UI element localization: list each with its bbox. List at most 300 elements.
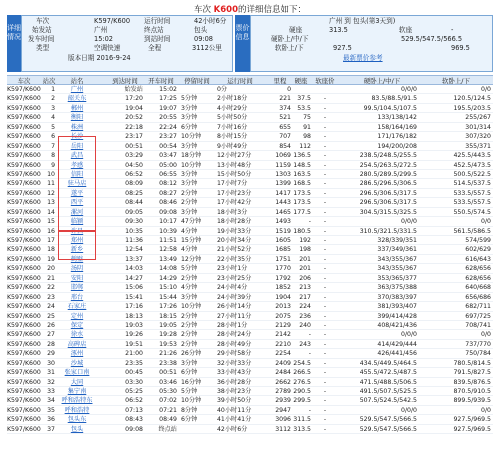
row-runtime: 23小时1分: [217, 265, 248, 273]
row-departure: 14:08: [159, 265, 177, 273]
row-rz: -: [323, 378, 327, 386]
row-stop: 3分钟: [181, 208, 198, 216]
row-mileage: 1685: [275, 246, 291, 254]
row-departure: 19:07: [159, 104, 177, 112]
row-runtime: 18小时3分: [217, 208, 248, 216]
row-mileage: 854: [279, 142, 291, 150]
dest-label: 终点站: [144, 26, 164, 34]
row-yz: 290.5: [293, 388, 311, 395]
row-train: K597/K600: [7, 321, 41, 329]
row-station[interactable]: 新乡: [70, 246, 84, 254]
row-yz: -: [308, 331, 311, 339]
row-rz: -: [323, 397, 327, 405]
row-yw: 254.5/263.5/272.5: [359, 161, 417, 169]
row-train: K597/K600: [7, 246, 41, 254]
table-row: [7, 302, 493, 311]
row-seq: 8: [51, 152, 55, 160]
row-departure: 06:55: [159, 170, 177, 178]
row-seq: 19: [47, 255, 55, 263]
rz-price: -: [451, 26, 454, 34]
row-station[interactable]: 广州: [70, 86, 84, 93]
row-yw: 408/421/436: [377, 321, 417, 329]
row-yw: 238.5/248.5/255.5: [359, 152, 417, 160]
row-stop: 3分钟: [181, 359, 198, 367]
row-arrival: 19:04: [125, 104, 143, 112]
row-seq: 9: [51, 161, 55, 169]
row-arrival: 04:50: [125, 161, 143, 169]
row-departure: 14:29: [159, 274, 177, 282]
row-yz: 53.5: [297, 104, 311, 112]
row-rz: -: [323, 255, 327, 263]
row-stop: 2分钟: [181, 312, 198, 320]
row-rz: -: [323, 227, 327, 235]
row-station[interactable]: 定州: [70, 312, 84, 320]
type-label: 类型: [36, 44, 50, 52]
row-mileage: 0: [287, 86, 291, 93]
row-rz: -: [323, 331, 327, 339]
row-train: K597/K600: [7, 378, 41, 386]
table-row: [7, 349, 493, 358]
row-rw: 574/599: [465, 237, 491, 244]
row-departure: 08:27: [159, 189, 177, 197]
row-seq: 7: [51, 142, 55, 150]
row-yw: 507.5/524.5/542.5: [359, 397, 417, 405]
row-train: K597/K600: [7, 350, 41, 358]
row-train: K597/K600: [7, 425, 41, 433]
header-stop: 停留时间: [184, 77, 210, 85]
table-row: [7, 245, 493, 254]
row-yw: 381/393/407: [377, 303, 417, 311]
row-arrival: 08:43: [125, 416, 143, 424]
row-rw: 0/0: [481, 331, 491, 339]
header-arrival: 到达时间: [112, 77, 138, 85]
row-station[interactable]: 汤阴: [70, 265, 84, 273]
row-train: K597/K600: [7, 369, 41, 377]
row-rw: 927.5/969.5: [453, 425, 491, 433]
row-yz: 37.5: [297, 95, 311, 103]
row-yw: 0/0/0: [401, 331, 417, 339]
row-yw: 310.5/321.5/331.5: [359, 227, 417, 235]
row-runtime: 17小时23分: [217, 189, 252, 197]
arr-time-label: 到站时间: [144, 35, 171, 43]
fare-box: [250, 15, 493, 72]
row-yw: 296.5/306.5/317.5: [359, 199, 417, 207]
row-yw: 337/349/361: [377, 246, 417, 254]
row-seq: 37: [47, 425, 55, 433]
row-yw: 434.5/449.5/464.5: [359, 359, 417, 367]
row-rw: 628/656: [465, 274, 491, 282]
row-rw: 750/784: [465, 350, 491, 358]
row-mileage: 2662: [275, 378, 291, 386]
table-row: [7, 312, 493, 321]
row-departure: 15:10: [159, 284, 177, 292]
row-yz: 177.5: [293, 208, 311, 216]
row-yw: 455.5/472.5/487.5: [359, 369, 417, 377]
table-row: [7, 189, 493, 198]
row-seq: 33: [47, 388, 55, 395]
row-yw: 343/355/367: [377, 265, 417, 273]
row-departure: 17:25: [159, 95, 177, 103]
row-runtime: 7小时16分: [217, 123, 248, 131]
table-row: [7, 161, 493, 170]
row-departure: 08:49: [159, 416, 177, 424]
row-station[interactable]: 包头: [70, 425, 84, 433]
row-station[interactable]: 郑州: [70, 237, 84, 244]
row-yw: 414/429/444: [377, 340, 417, 348]
row-station[interactable]: 保定: [70, 321, 84, 329]
row-arrival: 14:03: [125, 265, 143, 273]
row-station[interactable]: 临颍: [70, 218, 84, 226]
run-time-label: 运行时间: [144, 17, 171, 25]
distance-value: 3112公里: [192, 44, 222, 52]
row-station[interactable]: 驻马店: [67, 180, 87, 188]
row-yz: 201: [299, 265, 311, 273]
row-seq: 1: [51, 86, 55, 93]
row-stop: 2分钟: [181, 340, 198, 348]
row-yw: 328/339/351: [377, 237, 417, 244]
details-side-label: 详细情况: [7, 15, 21, 72]
row-seq: 20: [47, 265, 55, 273]
row-train: K597/K600: [7, 199, 41, 207]
row-mileage: 1303: [275, 170, 291, 178]
row-rz: -: [323, 114, 327, 122]
row-yw: 0/0/0: [401, 218, 417, 226]
row-rw: 514.5/537.5: [453, 180, 491, 188]
row-rw: 697/725: [465, 312, 491, 320]
row-mileage: 2409: [275, 359, 291, 367]
row-seq: 6: [51, 133, 55, 141]
table-row: [7, 151, 493, 160]
origin-label: 始发站: [32, 26, 52, 34]
row-departure: 19:05: [159, 321, 177, 329]
row-rz: -: [323, 406, 327, 414]
row-rw: 355/371: [465, 142, 491, 150]
row-rz: -: [323, 246, 327, 254]
row-station[interactable]: 信阳: [70, 170, 84, 178]
row-stop: 6分钟: [181, 416, 198, 424]
header-departure: 开车时间: [148, 77, 174, 85]
rw-label: 软卧上/下: [275, 44, 304, 52]
row-arrival: 20:52: [125, 114, 143, 122]
row-yz: 192: [299, 237, 311, 244]
row-train: K597/K600: [7, 406, 41, 414]
row-seq: 27: [47, 331, 55, 339]
row-rz: -: [323, 350, 327, 358]
row-station[interactable]: 大同: [70, 378, 84, 386]
header-yz: 硬座: [294, 77, 308, 85]
table-row: [7, 94, 493, 103]
row-yw: 399/414/428: [377, 312, 417, 320]
row-yw: 426/441/456: [377, 350, 417, 358]
row-station[interactable]: 长沙: [70, 133, 84, 141]
row-station[interactable]: 鹤壁: [70, 255, 84, 263]
row-departure: 15:44: [159, 293, 177, 301]
row-station[interactable]: 西平: [70, 199, 84, 207]
row-arrival: 21:00: [125, 350, 143, 358]
row-station[interactable]: 漯河: [70, 208, 84, 216]
row-stop: 3分钟: [181, 104, 198, 112]
row-train: K597/K600: [7, 142, 41, 150]
row-rw: 780.5/814.5: [453, 359, 491, 367]
row-mileage: 521: [279, 114, 291, 122]
row-station[interactable]: 遂平: [70, 189, 84, 197]
row-station[interactable]: 许昌: [70, 227, 84, 235]
row-yz: 98: [303, 133, 311, 141]
row-station[interactable]: 张家口南: [64, 369, 90, 377]
row-station[interactable]: 武昌: [70, 152, 84, 160]
row-yw: 158/164/169: [377, 123, 417, 131]
row-seq: 34: [47, 397, 55, 405]
table-row: [7, 142, 493, 151]
row-departure: 07:02: [159, 397, 177, 405]
row-seq: 11: [47, 180, 55, 188]
row-station[interactable]: 涿州: [70, 350, 84, 358]
row-stop: 10分钟: [181, 133, 202, 141]
header-rz: 软座价: [315, 77, 335, 85]
row-train: K597/K600: [7, 340, 41, 348]
row-arrival: 18:13: [125, 312, 143, 320]
row-rz: -: [323, 340, 327, 348]
row-rz: -: [323, 189, 327, 197]
row-mileage: 2939: [275, 397, 291, 405]
row-stop: 8分钟: [181, 406, 198, 414]
row-station[interactable]: 呼和浩特东: [61, 397, 93, 405]
row-stop: 5分钟: [181, 265, 198, 273]
row-stop: 10分钟: [181, 303, 202, 311]
row-station[interactable]: 韶关东: [67, 95, 87, 103]
row-arrival: 17:20: [125, 95, 143, 103]
row-station[interactable]: 集宁南: [67, 388, 87, 395]
row-station[interactable]: 安阳: [70, 274, 84, 282]
row-station[interactable]: 包头东: [67, 416, 87, 424]
table-row: [7, 406, 493, 415]
table-row: [7, 104, 493, 113]
row-departure: 12:58: [159, 246, 177, 254]
row-mileage: 2013: [275, 303, 291, 311]
title-suffix: 的详细信息如下：: [238, 5, 307, 15]
row-departure: 03:47: [159, 152, 177, 160]
row-yw: 83.5/88.5/91.5: [371, 95, 417, 103]
table-row: [7, 368, 493, 377]
row-runtime: 24小时4分: [217, 284, 248, 292]
row-yz: 240: [299, 321, 311, 329]
row-yw: 133/138/142: [377, 114, 417, 122]
row-arrival: 08:09: [125, 180, 143, 188]
row-train: K597/K600: [7, 397, 41, 405]
row-departure: 17:26: [159, 303, 177, 311]
row-seq: 13: [47, 199, 55, 207]
row-yz: 206: [299, 274, 311, 282]
row-train: K597/K600: [7, 274, 41, 282]
row-rz: -: [323, 152, 327, 160]
row-yz: 91: [303, 123, 311, 131]
row-mileage: 1605: [275, 237, 291, 244]
table-row: [7, 359, 493, 368]
row-rz: -: [323, 293, 327, 301]
row-yz: 213: [299, 284, 311, 292]
fare-side-label: 票价信息: [235, 15, 250, 72]
row-rw: 425.5/443.5: [453, 152, 491, 160]
row-rw: 195.5/203.5: [453, 104, 491, 112]
row-arrival: 23:35: [125, 359, 143, 367]
row-train: K597/K600: [7, 189, 41, 197]
row-seq: 25: [47, 312, 55, 320]
row-yz: 254.5: [293, 359, 311, 367]
row-rw: 602/629: [465, 246, 491, 254]
row-yw: 99.5/104.5/107.5: [363, 104, 417, 112]
row-arrival: 05:25: [125, 388, 143, 395]
row-arrival: 08:25: [125, 189, 143, 197]
row-runtime: 18小时28分: [217, 218, 252, 226]
table-row: [7, 85, 493, 94]
row-station[interactable]: 孝感: [70, 161, 84, 169]
row-stop: 10分钟: [181, 161, 202, 169]
row-arrival: 19:51: [125, 340, 143, 348]
row-departure: 08:46: [159, 199, 177, 207]
row-yw: 353/365/377: [377, 274, 417, 282]
row-yz: 217: [299, 293, 311, 301]
row-station[interactable]: 岳阳: [70, 142, 84, 150]
table-row: [7, 217, 493, 226]
row-station[interactable]: 邢台: [70, 293, 84, 301]
row-departure: 10:17: [159, 218, 177, 226]
row-yz: -: [308, 406, 311, 414]
table-row: [7, 208, 493, 217]
row-yz: 75: [303, 114, 311, 122]
row-runtime: 2小时18分: [217, 95, 248, 103]
row-runtime: 0分: [217, 86, 228, 93]
row-mileage: 655: [279, 123, 291, 131]
row-stop: 15分钟: [181, 237, 202, 244]
row-departure: 21:26: [159, 350, 177, 358]
row-yw: 471.5/488.5/506.5: [359, 378, 417, 386]
table-row: [7, 123, 493, 132]
dep-time-value: 15:02: [94, 35, 114, 43]
row-mileage: 2142: [275, 331, 291, 339]
row-yw: 171/176/182: [377, 133, 417, 141]
row-arrival: 09:05: [125, 208, 143, 216]
table-row: [7, 340, 493, 349]
row-runtime: 13小时48分: [217, 161, 252, 169]
table-row: [7, 274, 493, 283]
row-yz: 112: [299, 142, 311, 150]
row-arrival: 22:18: [125, 123, 143, 131]
row-yw: 343/355/367: [377, 255, 417, 263]
row-mileage: 1443: [275, 199, 291, 207]
row-station[interactable]: 株洲: [70, 123, 84, 131]
table-row: [7, 330, 493, 339]
row-stop: 12分钟: [181, 255, 202, 263]
row-runtime: 4小时29分: [217, 104, 248, 112]
row-yz: 136.5: [293, 152, 311, 160]
row-rw: 927.5/969.5: [453, 416, 491, 424]
row-departure: 03:46: [159, 378, 177, 386]
row-stop: 6分钟: [181, 123, 198, 131]
row-rw: 120.5/124.5: [453, 95, 491, 103]
header-yw: 硬卧上/中/下: [363, 77, 401, 85]
row-train: K597/K600: [7, 161, 41, 169]
row-train: K597/K600: [7, 303, 41, 311]
yw-label: 硬卧上/中/下: [271, 35, 309, 43]
timetable-header: [7, 75, 493, 85]
row-runtime: 41小时41分: [217, 416, 252, 424]
row-rw: 0/0: [481, 86, 491, 93]
row-station[interactable]: 呼和浩特: [64, 406, 90, 414]
row-stop: 2分钟: [181, 199, 198, 207]
row-arrival: 19:26: [125, 331, 143, 339]
row-mileage: 2947: [275, 406, 291, 414]
table-row: [7, 198, 493, 207]
row-arrival: 23:17: [125, 133, 143, 141]
row-stop: 3分钟: [181, 170, 198, 178]
row-rw: 708/741: [465, 321, 491, 329]
row-stop: 3分钟: [181, 114, 198, 122]
row-station[interactable]: 郴州: [70, 104, 84, 112]
row-rz: -: [323, 133, 327, 141]
row-seq: 10: [47, 170, 55, 178]
timetable-body: [7, 85, 493, 434]
details-box: [21, 15, 233, 72]
row-arrival: 09:30: [125, 218, 143, 226]
row-station[interactable]: 徐水: [70, 331, 84, 339]
row-rw: 616/643: [465, 255, 491, 263]
row-station[interactable]: 石家庄: [67, 303, 87, 311]
table-row: [7, 179, 493, 188]
row-train: K597/K600: [7, 133, 41, 141]
row-rz: -: [323, 123, 327, 131]
row-train: K597/K600: [7, 284, 41, 292]
fare-reference-link[interactable]: 最新票价参考: [343, 54, 383, 62]
row-station[interactable]: 衡阳: [70, 114, 84, 122]
row-rz: -: [323, 265, 327, 273]
row-seq: 3: [51, 104, 55, 112]
row-arrival: 00:45: [125, 369, 143, 377]
row-seq: 23: [47, 293, 55, 301]
row-rw: 307/320: [465, 133, 491, 141]
table-row: [7, 378, 493, 387]
row-train: K597/K600: [7, 104, 41, 112]
row-station[interactable]: 邯郸: [70, 284, 84, 292]
timetable: [7, 75, 493, 434]
row-rz: -: [323, 180, 327, 188]
row-runtime: 17小时42分: [217, 199, 252, 207]
row-train: K597/K600: [7, 312, 41, 320]
train-no-value: K597/K600: [94, 17, 131, 25]
row-yw: 529.5/547.5/566.5: [359, 425, 417, 433]
row-yw: 194/200/208: [377, 142, 417, 150]
row-train: K597/K600: [7, 208, 41, 216]
row-yw: 363/375/388: [377, 284, 417, 292]
row-station[interactable]: 高碑店: [67, 340, 87, 348]
row-departure: 18:15: [159, 312, 177, 320]
row-mileage: 1399: [275, 180, 291, 188]
row-yw: 370/383/397: [377, 293, 417, 301]
row-departure: 05:00: [159, 161, 177, 169]
row-runtime: 28小时1分: [217, 321, 248, 329]
row-train: K597/K600: [7, 255, 41, 263]
row-arrival: 15:06: [125, 284, 143, 292]
row-yz: 311.5: [293, 416, 311, 424]
row-rw: 737/770: [465, 340, 491, 348]
row-yz: 148.5: [293, 161, 311, 169]
table-row: [7, 396, 493, 405]
row-departure: 08:12: [159, 180, 177, 188]
row-station[interactable]: 沙城: [70, 359, 84, 367]
distance-label: 全程: [148, 44, 162, 52]
row-stop: 10分钟: [181, 397, 202, 405]
row-arrival: 13:37: [125, 255, 143, 263]
row-arrival: 07:13: [125, 406, 143, 414]
